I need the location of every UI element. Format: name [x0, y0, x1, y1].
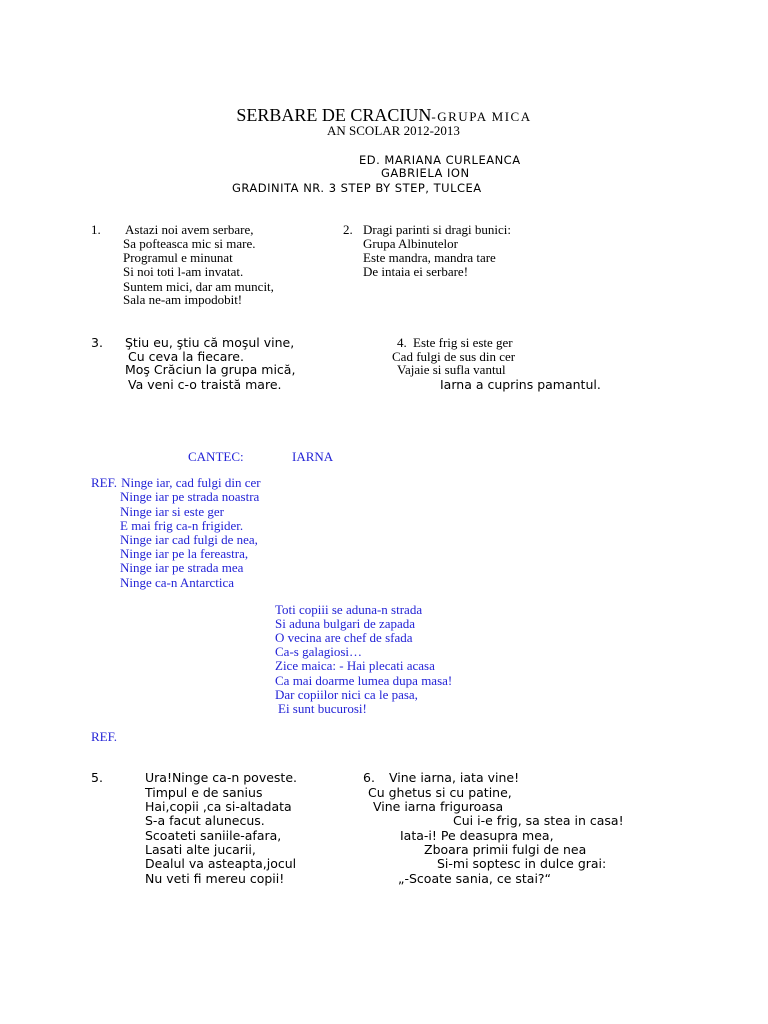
song-title: IARNA	[292, 449, 334, 464]
poem-6-line: „-Scoate sania, ce stai?“	[398, 871, 552, 886]
poem-4-line: Este frig si este ger	[413, 335, 513, 350]
poem-1-line: Suntem mici, dar am muncit,	[123, 279, 274, 294]
poem-3-line: Cu ceva la fiecare.	[128, 349, 244, 364]
poem-1-line: Programul e minunat	[123, 250, 233, 265]
refrain-label: REF.	[91, 475, 118, 490]
poem-1-number: 1.	[91, 222, 101, 237]
poem-1-line: Si noi toti l-am invatat.	[123, 264, 244, 279]
poem-6-line: Cui i-e frig, sa stea in casa!	[453, 813, 624, 828]
teacher-1: ED. MARIANA CURLEANCA	[359, 153, 521, 167]
refrain-line: Ninge iar pe strada mea	[120, 560, 244, 575]
refrain-first-line	[91, 476, 261, 490]
verse-line: Dar copiilor nici ca le pasa,	[275, 687, 418, 702]
poem-5-line: Hai,copii ,ca si-altadata	[145, 799, 292, 814]
refrain-line: Ninge iar pe la fereastra,	[120, 546, 249, 561]
verse-line: Ca-s galagiosi…	[275, 644, 363, 659]
poem-5-line: Lasati alte jucarii,	[145, 842, 256, 857]
poem-6-line: Cu ghetus si cu patine,	[368, 785, 512, 800]
poem-2-line: Grupa Albinutelor	[363, 236, 458, 251]
refrain-line: Ninge iar, cad fulgi din cer	[121, 475, 261, 490]
poem-6-line: Iata-i! Pe deasupra mea,	[400, 828, 554, 843]
poem-3-line: Ştiu eu, ştiu că moşul vine,	[125, 335, 295, 350]
poem-1-line: Sa pofteasca mic si mare.	[123, 236, 256, 251]
poem-3-number: 3.	[91, 335, 103, 350]
verse-line: O vecina are chef de sfada	[275, 630, 413, 645]
poem-1-line: Astazi noi avem serbare,	[125, 222, 254, 237]
poem-4-line: Iarna a cuprins pamantul.	[440, 377, 601, 392]
refrain-line: Ninge iar pe strada noastra	[120, 489, 260, 504]
poem-6-number: 6.	[363, 770, 375, 785]
title-sub: -GRUPA MICA	[431, 109, 532, 124]
refrain-line: Ninge ca-n Antarctica	[120, 575, 235, 590]
poem-6-line: Vine iarna, iata vine!	[389, 770, 520, 785]
poem-4-line: Vajaie si sufla vantul	[397, 362, 506, 377]
poem-3-line: Moş Crăciun la grupa mică,	[125, 362, 296, 377]
song-label: CANTEC:	[188, 449, 244, 464]
refrain-line: Ninge iar si este ger	[120, 504, 224, 519]
poem-5-number: 5.	[91, 770, 103, 785]
poem-5-line: Timpul e de sanius	[145, 785, 263, 800]
poem-1-line: Sala ne-am impodobit!	[123, 292, 243, 307]
poem-2-line: Este mandra, mandra tare	[363, 250, 496, 265]
school-year: AN SCOLAR 2012-2013	[327, 123, 460, 138]
refrain-repeat-label: REF.	[91, 729, 118, 744]
teacher-2: GABRIELA ION	[381, 166, 470, 180]
poem-3-line: Va veni c-o traistă mare.	[128, 377, 282, 392]
poem-6-line: Zboara primii fulgi de nea	[424, 842, 587, 857]
poem-6-line: Vine iarna friguroasa	[373, 799, 504, 814]
school-name: GRADINITA NR. 3 STEP BY STEP, TULCEA	[232, 181, 482, 195]
poem-2-number: 2.	[343, 222, 353, 237]
poem-2-line: Dragi parinti si dragi bunici:	[363, 222, 512, 237]
verse-line: Ca mai doarme lumea dupa masa!	[275, 673, 453, 688]
poem-5-line: Scoateti saniile-afara,	[145, 828, 282, 843]
poem-4-number: 4.	[397, 335, 407, 350]
poem-4-line: Cad fulgi de sus din cer	[392, 349, 516, 364]
poem-5-line: Ura!Ninge ca-n poveste.	[145, 770, 297, 785]
title-main: SERBARE DE CRACIUN	[236, 105, 432, 125]
poem-5-line: S-a facut alunecus.	[145, 813, 265, 828]
refrain-line: Ninge iar cad fulgi de nea,	[120, 532, 258, 547]
poem-5-line: Dealul va asteapta,jocul	[145, 856, 297, 871]
verse-line: Si aduna bulgari de zapada	[275, 616, 416, 631]
poem-5-line: Nu veti fi mereu copii!	[145, 871, 285, 886]
poem-6-line: Si-mi soptesc in dulce grai:	[437, 856, 607, 871]
verse-line: Ei sunt bucurosi!	[278, 701, 367, 716]
poem-2-line: De intaia ei serbare!	[363, 264, 469, 279]
verse-line: Toti copiii se aduna-n strada	[275, 602, 423, 617]
verse-line: Zice maica: - Hai plecati acasa	[275, 658, 435, 673]
refrain-line: E mai frig ca-n frigider.	[120, 518, 244, 533]
